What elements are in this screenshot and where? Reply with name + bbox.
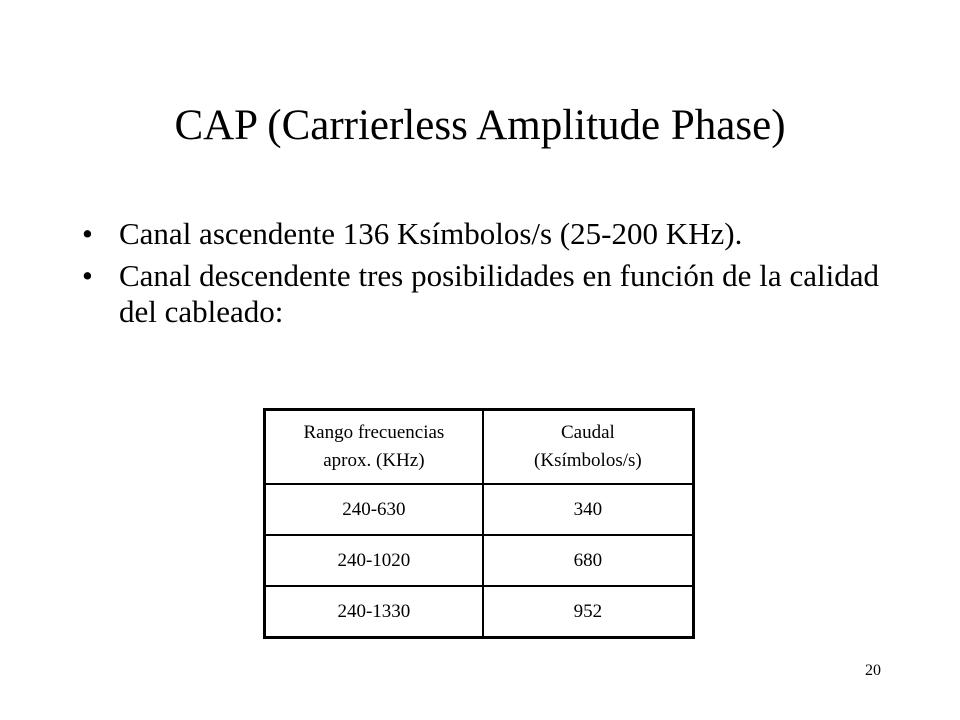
table-header-row [265, 410, 694, 485]
table-cell-rate: 340 [483, 484, 694, 535]
table-cell-rate: 680 [483, 535, 694, 586]
table-row [265, 535, 694, 586]
header-line: Rango frecuencias [303, 422, 445, 443]
table-cell-frequency: 240-1020 [265, 535, 483, 586]
bullet-item-uplink [82, 216, 879, 252]
table-cell-frequency: 240-1330 [265, 586, 483, 638]
frequency-rate-table [263, 408, 695, 639]
bullet-item-downlink [82, 258, 879, 330]
bullet-text: Canal ascendente 136 Ksímbolos/s (25-200 KHz). [119, 216, 743, 251]
header-line: Caudal [560, 422, 615, 443]
header-line: (Ksímbolos/s) [534, 450, 642, 471]
table-row [265, 586, 694, 638]
bullet-marker: • [82, 216, 93, 251]
header-frequency-range [265, 410, 483, 485]
slide-title: CAP (Carrierless Amplitude Phase) [174, 102, 786, 149]
header-line: aprox. (KHz) [323, 450, 425, 471]
header-rate [483, 410, 694, 485]
table-cell-frequency: 240-630 [265, 484, 483, 535]
bullet-text: Canal descendente tres posibilidades en función de la calidad del cableado: [119, 258, 879, 329]
bullet-list [82, 216, 879, 336]
bullet-marker: • [82, 258, 93, 293]
table-row [265, 484, 694, 535]
table-cell-rate: 952 [483, 586, 694, 638]
page-number: 20 [865, 662, 881, 679]
